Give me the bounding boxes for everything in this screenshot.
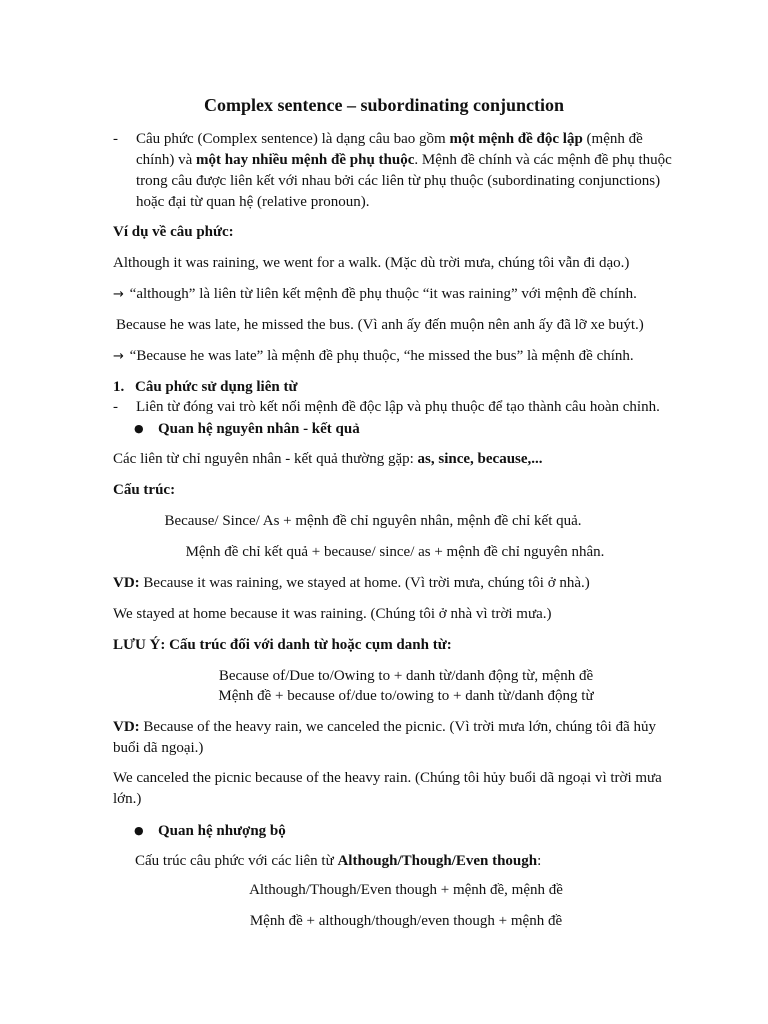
- vd-label: VD:: [113, 719, 140, 735]
- concession-structure-bold: Although/Though/Even though: [337, 853, 538, 869]
- common-conjunctions-text: Các liên từ chỉ nguyên nhân - kết quả thường gặp:: [113, 451, 418, 467]
- vd-example-3-text: Because of the heavy rain, we canceled the picnic. (Vì trời mưa lớn, chúng tôi đã hủy buổi dã ngoại.): [113, 719, 656, 756]
- intro-bold-dependent: một hay nhiều mệnh đề phụ thuộc: [195, 152, 415, 168]
- structure-label: Cấu trúc:: [113, 482, 176, 498]
- concession-formula-1: Although/Though/Even though + mệnh đề, mệnh đề: [249, 882, 563, 898]
- concession-heading-text: Quan hệ nhượng bộ: [158, 823, 286, 839]
- intro-text-part: . Mệnh đề chính và các mệnh đề phụ thuộc trong câu được liên kết với nhau bởi các liên từ phụ thuộc (subordinating conjunctions) hoặc đại từ quan hệ (relative pronoun).: [136, 152, 672, 210]
- cause-effect-heading-text: Quan hệ nguyên nhân - kết quả: [158, 421, 360, 437]
- arrow-icon: →: [113, 349, 124, 364]
- section-1-heading-text: Câu phức sử dụng liên từ: [135, 379, 298, 395]
- concession-structure-text: Cấu trúc câu phức với các liên từ: [135, 853, 338, 869]
- example-2-note-text: “Because he was late” là mệnh đề phụ thuộc, “he missed the bus” là mệnh đề chính.: [129, 348, 634, 364]
- note-heading: LƯU Ý: Cấu trúc đối với danh từ hoặc cụm danh từ:: [113, 637, 452, 653]
- vd-example-1: [113, 573, 673, 594]
- concession-formula-2: Mệnh đề + although/though/even though + mệnh đề: [249, 913, 563, 929]
- noun-formula-2: Mệnh đề + because of/due to/owing to + danh từ/danh động từ: [218, 688, 594, 704]
- examples-heading: Ví dụ về câu phức:: [113, 224, 234, 240]
- cause-effect-heading: [134, 418, 674, 440]
- cause-effect-common: [113, 449, 673, 470]
- intro-text-part: (mệnh đề chính) và: [136, 131, 643, 168]
- common-conjunctions-bold: as, since, because,...: [417, 451, 543, 467]
- section-1-desc-text: Liên từ đóng vai trò kết nối mệnh đề độc lập và phụ thuộc để tạo thành câu hoàn chỉnh.: [136, 399, 660, 415]
- concession-structure: [135, 851, 695, 872]
- section-1-heading: [113, 377, 673, 398]
- section-number: 1.: [113, 379, 125, 395]
- concession-structure-colon: :: [537, 853, 542, 869]
- example-1: Although it was raining, we went for a walk. (Mặc dù trời mưa, chúng tôi vẫn đi dạo.): [113, 255, 630, 271]
- intro-paragraph: [113, 129, 673, 213]
- cause-effect-formula-2: Mệnh đề chỉ kết quả + because/ since/ as + mệnh đề chỉ nguyên nhân.: [185, 544, 605, 560]
- arrow-icon: →: [113, 287, 124, 302]
- bullet-icon: ●: [134, 422, 144, 435]
- vd-example-3: [113, 717, 673, 759]
- example-1-note: [113, 284, 673, 305]
- intro-text-part: Câu phức (Complex sentence) là dạng câu bao gồm: [136, 131, 450, 147]
- bullet-icon: ●: [134, 824, 144, 837]
- vd-example-1-text: Because it was raining, we stayed at home. (Vì trời mưa, chúng tôi ở nhà.): [139, 575, 590, 591]
- section-1-desc: [113, 397, 673, 418]
- intro-text: [136, 129, 673, 213]
- cause-effect-formula-1: Because/ Since/ As + mệnh đề chỉ nguyên nhân, mệnh đề chỉ kết quả.: [164, 513, 582, 529]
- vd-example-2: We stayed at home because it was raining. (Chúng tôi ở nhà vì trời mưa.): [113, 606, 552, 622]
- example-2-note: [113, 346, 673, 367]
- concession-heading: [134, 820, 674, 842]
- example-2: Because he was late, he missed the bus. (Vì anh ấy đến muộn nên anh ấy đã lỡ xe buýt.): [116, 317, 644, 333]
- intro-bold-independent: một mệnh đề độc lập: [449, 131, 583, 147]
- vd-example-4: We canceled the picnic because of the heavy rain. (Chúng tôi hủy buổi dã ngoại vì trời mưa lớn.): [113, 770, 662, 807]
- document-title: Complex sentence – subordinating conjunction: [203, 95, 565, 115]
- noun-formula-1: Because of/Due to/Owing to + danh từ/danh động từ, mệnh đề: [218, 668, 594, 684]
- dash-marker: -: [113, 131, 118, 147]
- vd-label: VD:: [113, 575, 140, 591]
- example-1-note-text: “although” là liên từ liên kết mệnh đề phụ thuộc “it was raining” với mệnh đề chính.: [129, 286, 637, 302]
- dash-marker: -: [113, 399, 118, 415]
